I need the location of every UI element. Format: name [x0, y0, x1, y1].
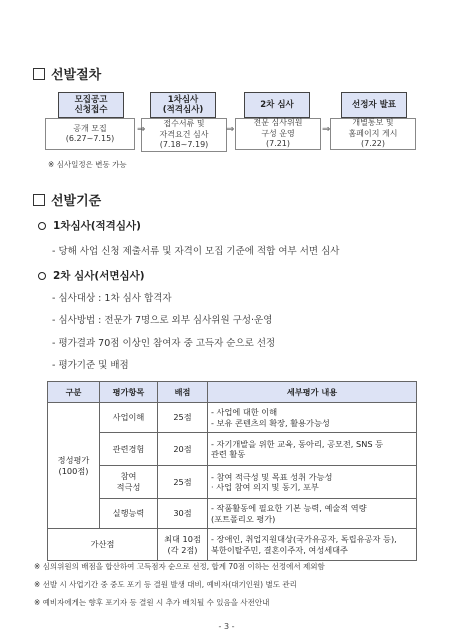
criterion-score: 25점: [158, 466, 208, 499]
step2-bullet-3: - 평가결과 70점 이상인 참여자 중 고득자 순으로 선정: [52, 338, 276, 349]
flow-step-body-1: 공개 모집 (6.27~7.15): [45, 118, 135, 150]
criterion-item: 사업이해: [100, 403, 158, 433]
flow-step-head-2: 1차심사 (적격심사): [150, 92, 216, 118]
criterion-score: 25점: [158, 403, 208, 433]
criterion-item: 참여 적극성: [100, 466, 158, 499]
step2-title: 2차 심사(서면심사): [53, 270, 145, 282]
criterion-item: 실행능력: [100, 499, 158, 529]
schedule-note: ※ 심사일정은 변동 가능: [48, 160, 127, 169]
checkbox-icon: [33, 194, 45, 206]
group-label: 정성평가 (100점): [48, 403, 100, 529]
table-header: 배점: [158, 382, 208, 403]
section-title: 선발절차: [51, 68, 102, 83]
criterion-detail: - 작품활동에 필요한 기본 능력, 예술적 역량 (포트폴리오 평가): [208, 499, 417, 529]
arrow-icon: ⇒: [226, 124, 235, 135]
section-title: 선발기준: [51, 194, 102, 209]
step1-title: 1차심사(적격심사): [53, 220, 141, 232]
criterion-score: 20점: [158, 433, 208, 466]
flow-step-body-3: 전문 심사위원 구성 운영 (7.21): [235, 118, 321, 150]
step2-bullet-2: - 심사방법 : 전문가 7명으로 외부 심사위원 구성·운영: [52, 315, 273, 326]
table-row: [48, 403, 417, 433]
table-header: 세부평가 내용: [208, 382, 417, 403]
arrow-icon: ⇒: [322, 124, 331, 135]
table-row: [48, 466, 417, 499]
table-header-row: [48, 382, 417, 403]
table-row: [48, 499, 417, 529]
flow-step-head-3: 2차 심사: [244, 92, 310, 118]
bonus-score: 최대 10점 (각 2점): [158, 529, 208, 561]
criterion-detail: - 참여 적극성 및 목표 성취 가능성 · 사업 참여 의지 및 동기, 포부: [208, 466, 417, 499]
footnote-1: ※ 심의위원의 배점을 합산하여 고득점자 순으로 선정, 합계 70점 이하는 선정에서 제외함: [34, 562, 325, 571]
checkbox-icon: [33, 68, 45, 80]
flow-step-head-1: 모집공고 신청접수: [58, 92, 124, 118]
flow-step-body-2: 접수서류 및 자격요건 심사 (7.18~7.19): [141, 118, 227, 152]
footnote-3: ※ 예비자에게는 향후 포기자 등 결원 시 추가 배치될 수 있음을 사전안내: [34, 598, 270, 607]
table-row: [48, 433, 417, 466]
step2-bullet-4: - 평가기준 및 배점: [52, 360, 129, 371]
step1-bullet: - 당해 사업 신청 제출서류 및 자격이 모집 기준에 적합 여부 서면 심사: [52, 246, 340, 257]
table-header: 구분: [48, 382, 100, 403]
circle-bullet-icon: [38, 272, 46, 280]
flow-step-body-4: 개별통보 및 홈페이지 게시 (7.22): [330, 118, 416, 150]
section-selection-criteria: [33, 190, 101, 209]
criterion-detail: - 사업에 대한 이해 - 보유 콘텐츠의 확장, 활용가능성: [208, 403, 417, 433]
flow-step-head-4: 선정자 발표: [341, 92, 407, 118]
circle-bullet-icon: [38, 222, 46, 230]
arrow-icon: ⇒: [137, 124, 146, 135]
step1-heading: [38, 218, 141, 233]
criterion-score: 30점: [158, 499, 208, 529]
footnote-2: ※ 선발 시 사업기간 중 중도 포기 등 결원 발생 대비, 예비자(대기인원) 별도 관리: [34, 580, 297, 589]
bonus-detail: - 장애인, 취업지원대상(국가유공자, 독립유공자 등), 북한이탈주민, 결혼이주자, 여성세대주: [208, 529, 417, 561]
table-row-bonus: [48, 529, 417, 561]
table-header: 평가항목: [100, 382, 158, 403]
bonus-label: 가산점: [48, 529, 158, 561]
page-number: - 3 -: [218, 622, 235, 631]
criteria-table: [47, 381, 417, 561]
criterion-detail: - 자기개발을 위한 교육, 동아리, 공모전, SNS 등 관련 활동: [208, 433, 417, 466]
step2-heading: [38, 268, 145, 283]
criterion-item: 관련경험: [100, 433, 158, 466]
step2-bullet-1: - 심사대상 : 1차 심사 합격자: [52, 293, 172, 304]
section-selection-process: [33, 64, 101, 83]
